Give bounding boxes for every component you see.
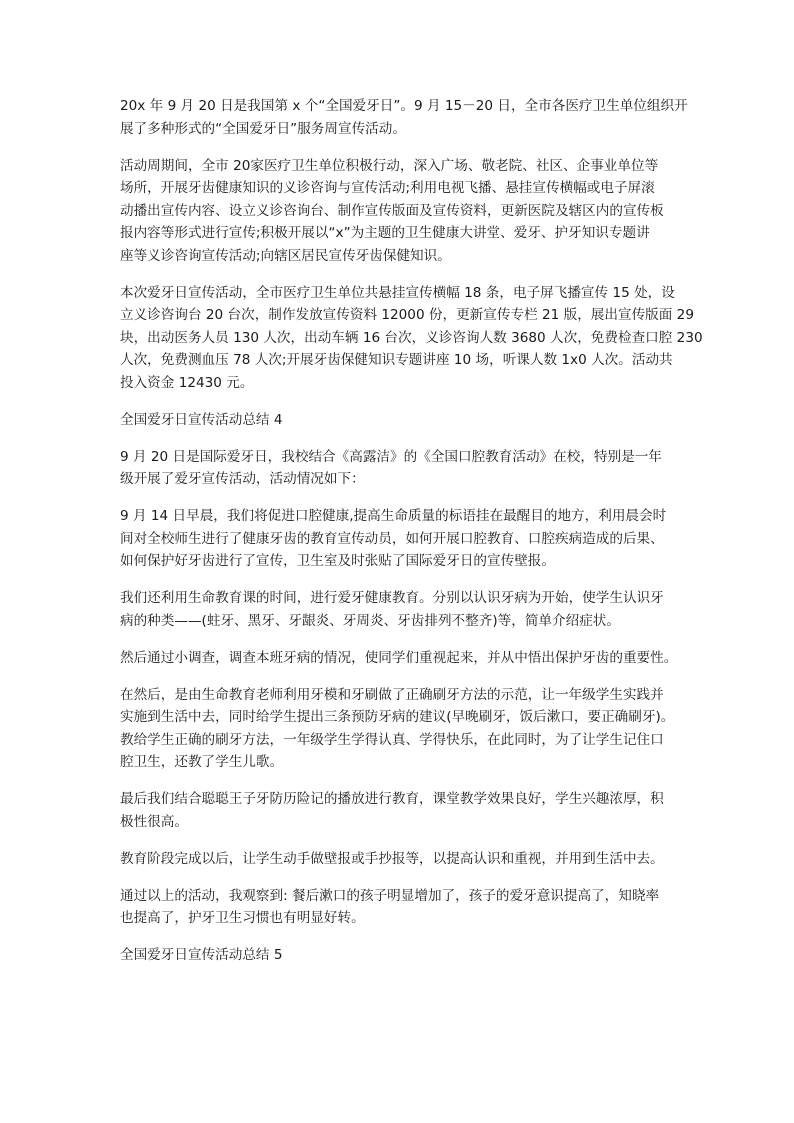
- paragraph-survey: [120, 647, 680, 670]
- text-line: 最后我们结合聪聪王子牙防历险记的播放进行教育，课堂教学效果良好，学生兴趣浓厚，积: [120, 791, 664, 807]
- paragraph-life-education: [120, 587, 680, 632]
- text-line: 如何保护好牙齿进行了宣传，卫生室及时张贴了国际爱牙日的宣传壁报。: [120, 553, 555, 569]
- text-line: 在然后，是由生命教育老师利用牙模和牙刷做了正确刷牙方法的示范，让一年级学生实践并: [120, 686, 664, 703]
- paragraph-school-intro: [120, 446, 680, 491]
- paragraph-wall-posters: [120, 848, 680, 871]
- text-line: 人次，免费测血压 78 人次;开展牙齿保健知识专题讲座 10 场，听课人数 1x0 人次。活动共: [120, 352, 673, 368]
- text-line: 也提高了，护牙卫生习惯也有明显好转。: [120, 910, 365, 926]
- text-line: 病的种类——(蛀牙、黑牙、牙龈炎、牙周炎、牙齿排列不整齐)等，简单介绍症状。: [120, 612, 620, 629]
- text-line: 报内容等形式进行宣传;积极开展以“x”为主题的卫生健康大讲堂、爱牙、护牙知识专题讲: [120, 225, 650, 241]
- text-line: 间对全校师生进行了健康牙齿的教育宣传动员，如何开展口腔教育、口腔疾病造成的后果、: [120, 530, 664, 547]
- text-line: 教给学生正确的刷牙方法，一年级学生学得认真、学得快乐，在此同时，为了让学生记住口: [120, 731, 664, 748]
- text-line: 活动周期间，全市 20家医疗卫生单位积极行动，深入广场、敬老院、社区、企事业单位等: [120, 157, 659, 174]
- document-body: [120, 95, 703, 981]
- paragraph-demonstration: [120, 684, 680, 774]
- text-line: 20x 年 9 月 20 日是我国第 x 个“全国爱牙日”。9 月 15－20 日，全市各医疗卫生单位组织开: [120, 98, 688, 114]
- text-line: 然后通过小调查，调查本班牙病的情况，使同学们重视起来，并从中悟出保护牙齿的重要性。: [120, 649, 678, 666]
- text-line: 投入资金 12430 元。: [120, 374, 254, 391]
- text-line: 实施到生活中去，同时给学生提出三条预防牙病的建议(早晚刷牙，饭后漱口，要正确刷牙)。: [120, 709, 675, 725]
- section-heading-4: [120, 409, 680, 432]
- paragraph-morning-meeting: [120, 505, 680, 573]
- text-line: 教育阶段完成以后，让学生动手做壁报或手抄报等，以提高认识和重视，并用到生活中去。: [120, 850, 664, 867]
- heading-text: 全国爱牙日宣传活动总结 4: [120, 411, 283, 428]
- text-line: 展了多种形式的“全国爱牙日”服务周宣传活动。: [120, 120, 406, 137]
- text-line: 9 月 20 日是国际爱牙日，我校结合《高露洁》的《全国口腔教育活动》在校，特别是一年: [120, 448, 662, 465]
- text-line: 9 月 14 日早晨，我们将促进口腔健康,提高生命质量的标语挂在最醒目的地方，利用晨会时: [120, 508, 667, 524]
- text-line: 级开展了爱牙宣传活动，活动情况如下：: [120, 471, 365, 487]
- text-line: 动播出宣传内容、设立义诊咨询台、制作宣传版面及宣传资料，更新医院及辖区内的宣传板: [120, 202, 664, 219]
- text-line: 我们还利用生命教育课的时间，进行爱牙健康教育。分别以认识牙病为开始，使学生认识牙: [120, 590, 664, 606]
- paragraph-intro: [120, 95, 688, 140]
- text-line: 腔卫生，还教了学生儿歌。: [120, 754, 284, 770]
- text-line: 极性很高。: [120, 813, 188, 830]
- section-heading-5: [120, 944, 680, 967]
- text-line: 块，出动医务人员 130 人次，出动车辆 16 台次，义诊咨询人数 3680 人次，免费检查口腔 230: [120, 329, 703, 346]
- heading-text: 全国爱牙日宣传活动总结 5: [120, 947, 283, 963]
- paragraph-conclusion: [120, 885, 680, 930]
- text-line: 通过以上的活动，我观察到: 餐后漱口的孩子明显增加了，孩子的爱牙意识提高了，知晓率: [120, 887, 660, 904]
- paragraph-video: [120, 788, 680, 833]
- text-line: 座等义诊咨询宣传活动;向辖区居民宣传牙齿保健知识。: [120, 247, 451, 264]
- paragraph-activity-week: [120, 155, 680, 268]
- paragraph-statistics: [120, 282, 703, 395]
- text-line: 本次爱牙日宣传活动，全市医疗卫生单位共悬挂宣传横幅 18 条，电子屏飞播宣传 15 处，设: [120, 284, 675, 301]
- text-line: 立义诊咨询台 20 台次，制作发放宣传资料 12000 份，更新宣传专栏 21 版，展出宣传版面 29: [120, 307, 694, 323]
- text-line: 场所，开展牙齿健康知识的义诊咨询与宣传活动;利用电视飞播、悬挂宣传横幅或电子屏滚: [120, 180, 655, 196]
